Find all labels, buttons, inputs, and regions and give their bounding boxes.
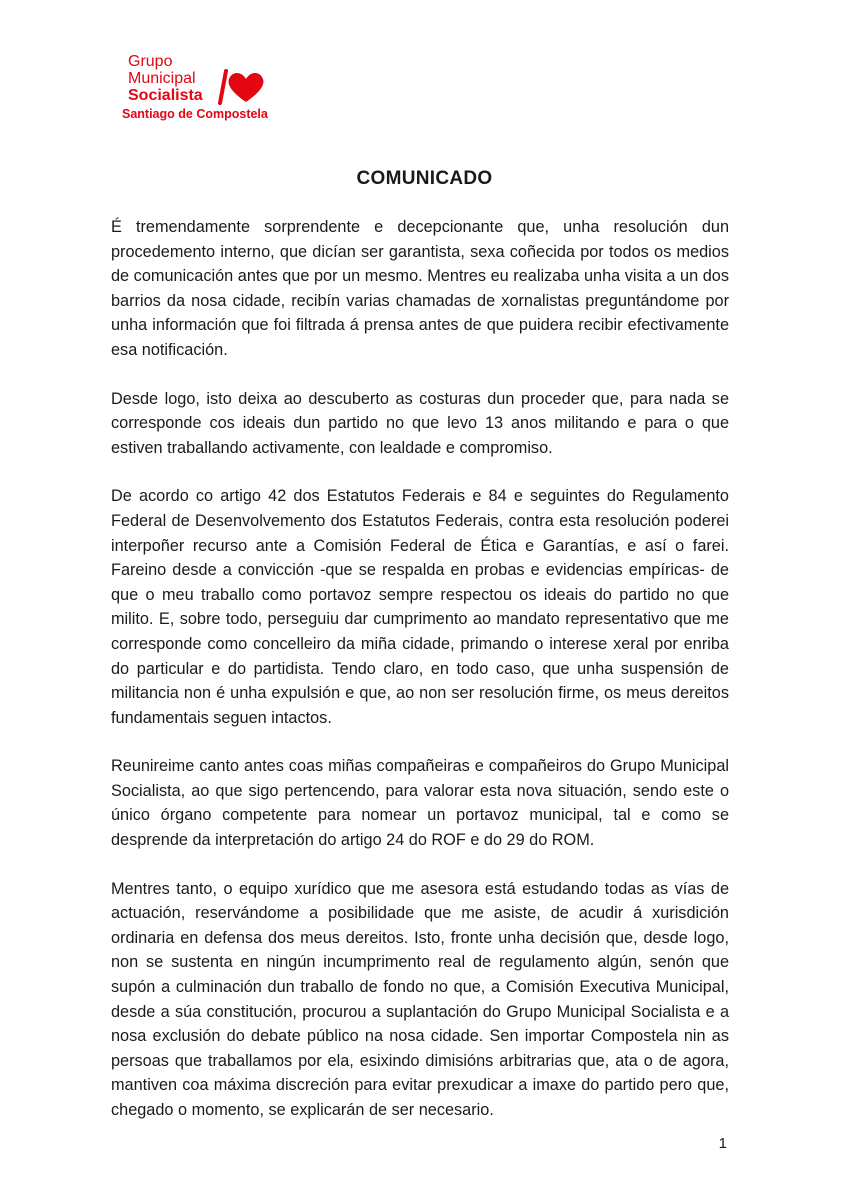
page-number: 1 [718,1135,727,1152]
logo-line-municipal: Municipal [128,70,196,87]
logo-line-grupo: Grupo [128,53,173,70]
paragraph: Reunireime canto antes coas miñas compañeiras e compañeiros do Grupo Municipal Socialista, ao que sigo pertencendo, para valorar esta nova situación, sendo este o único órgano competente para nomear un portavoz municipal, tal e como se desprende da interpretación do artigo 24 do ROF e do 29 do ROM. [111,757,729,850]
logo-wordmark [128,53,203,104]
document-body [111,215,729,1147]
logo-line-socialista: Socialista [128,87,203,104]
paragraph: De acordo co artigo 42 dos Estatutos Federais e 84 e seguintes do Regulamento Federal de Desenvolvemento dos Estatutos Federais, contra esta resolución poderei interpoñer recurso ante a Comisión Federal de Ética e Garantías, e así o farei. Fareino desde a convicción -que se respalda en probas e evidencias empíricas- de que o meu traballo como portavoz sempre respectou os ideais do partido no que milito. E, sobre todo, perseguiu dar cumprimento ao mandato representativo que me corresponde como concelleiro da miña cidade, primando o interese xeral por enriba do particular e do partidista. Tendo claro, en todo caso, que unha suspensión de militancia non é unha expulsión e que, ao non ser resolución firme, os meus dereitos fundamentais seguen intactos. [111,487,729,727]
paragraph: Desde logo, isto deixa ao descuberto as costuras dun proceder que, para nada se corresponde cos ideais dun partido no que levo 13 anos militando e para o que estiven traballando activamente, con lealdade e compromiso. [111,389,729,457]
document-title: COMUNICADO [356,168,493,189]
slash-heart-icon [216,69,264,105]
party-logo [122,53,282,125]
paragraph: É tremendamente sorprendente e decepcionante que, unha resolución dun procedemento interno, que dicían ser garantista, sexa coñecida por todos os medios de comunicación antes que por un mesmo. Mentres eu realizaba unha visita a un dos barrios da nosa cidade, recibín varias chamadas de xornalistas preguntándome por unha información que foi filtrada á prensa antes de que puidera recibir efectivamente esa notificación. [111,218,729,359]
paragraph: Mentres tanto, o equipo xurídico que me asesora está estudando todas as vías de actuación, reservándome a posibilidade que me asiste, de acudir á xurisdición ordinaria en defensa dos meus dereitos. Isto, fronte unha decisión que, desde logo, non se sustenta en ningún incumprimento real de regulamento algún, senón que supón a culminación dun traballo de fondo no que, a Comisión Executiva Municipal, desde a súa constitución, procurou a suplantación do Grupo Municipal Socialista e a nosa exclusión do debate público na nosa cidade. Sen importar Compostela nin as persoas que traballamos por ela, esixindo dimisións arbitrarias que, ata o de agora, mantiven coa máxima discreción para evitar prexudicar a imaxe do partido pero que, chegado o momento, se explicarán de ser necesario. [111,879,729,1119]
logo-city: Santiago de Compostela [122,107,268,121]
